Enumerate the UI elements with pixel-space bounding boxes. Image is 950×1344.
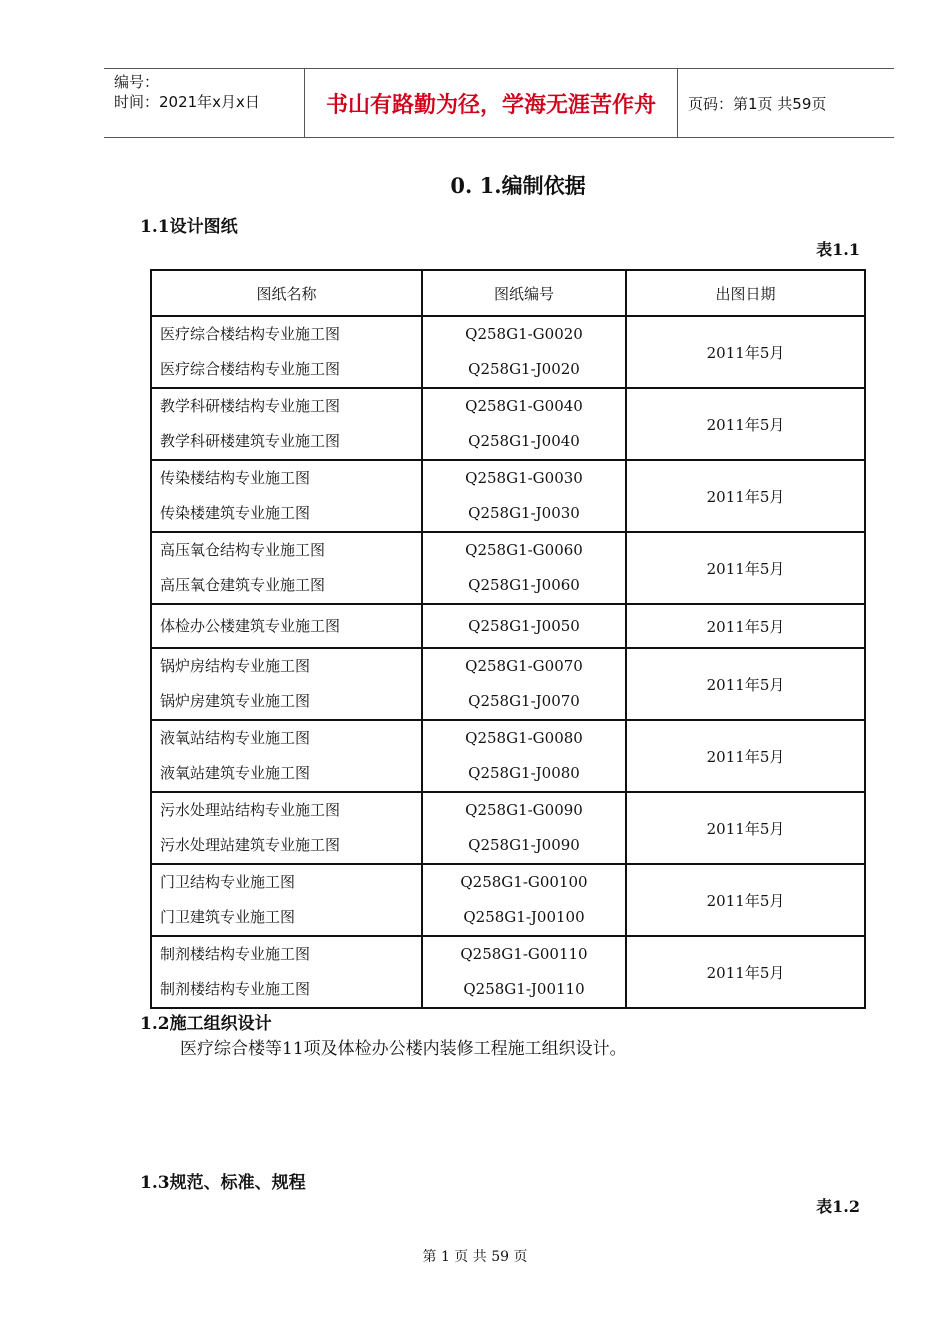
header-page-info: 页码：第1页 共59页 <box>688 94 827 113</box>
table-row <box>151 864 865 936</box>
drawing-code: Q258G1-G0040 <box>465 397 583 415</box>
table-header-row <box>151 270 865 316</box>
drawing-name: 液氧站建筑专业施工图 <box>160 764 311 782</box>
section-1-2-text: 医疗综合楼等11项及体检办公楼内装修工程施工组织设计。 <box>180 1039 627 1059</box>
drawing-name-cell <box>151 460 422 532</box>
section-1-2-heading: 1.2施工组织设计 <box>140 1014 272 1034</box>
drawing-code: Q258G1-J0020 <box>468 360 580 378</box>
drawing-code-cell <box>422 792 626 864</box>
drawing-name-cell <box>151 532 422 604</box>
drawing-name: 传染楼结构专业施工图 <box>160 469 311 487</box>
drawing-name: 教学科研楼结构专业施工图 <box>160 397 341 415</box>
drawing-name-cell <box>151 936 422 1008</box>
drawing-code: Q258G1-J0050 <box>468 616 580 635</box>
drawing-code: Q258G1-G0090 <box>465 801 583 819</box>
drawing-code: Q258G1-J00110 <box>463 980 585 998</box>
table-row <box>151 792 865 864</box>
issue-date: 2011年5月 <box>626 936 865 1008</box>
drawing-code-cell <box>422 936 626 1008</box>
drawing-name: 门卫结构专业施工图 <box>160 873 296 891</box>
issue-date: 2011年5月 <box>626 648 865 720</box>
drawing-name: 医疗综合楼结构专业施工图 <box>160 360 341 378</box>
drawing-code-cell <box>422 532 626 604</box>
drawing-name-cell <box>151 864 422 936</box>
drawing-code: Q258G1-J0060 <box>468 576 580 594</box>
drawing-name: 体检办公楼建筑专业施工图 <box>160 616 341 635</box>
table-row <box>151 936 865 1008</box>
drawing-name-cell <box>151 316 422 388</box>
col-header-date: 出图日期 <box>626 270 865 316</box>
section-1-3-heading: 1.3规范、标准、规程 <box>140 1173 306 1193</box>
drawing-code: Q258G1-G0060 <box>465 541 583 559</box>
time-label: 时间：2021年x月x日 <box>114 93 260 111</box>
drawing-code: Q258G1-G0070 <box>465 657 583 675</box>
issue-date: 2011年5月 <box>626 720 865 792</box>
issue-date: 2011年5月 <box>626 316 865 388</box>
page-footer: 第 1 页 共 59 页 <box>422 1249 528 1265</box>
table-row <box>151 388 865 460</box>
drawing-code: Q258G1-J0070 <box>468 692 580 710</box>
drawing-code: Q258G1-J0080 <box>468 764 580 782</box>
drawing-name: 锅炉房结构专业施工图 <box>160 657 311 675</box>
header-meta <box>104 69 305 137</box>
drawing-name: 高压氧仓结构专业施工图 <box>160 541 326 559</box>
drawing-name: 制剂楼结构专业施工图 <box>160 980 311 998</box>
table-row <box>151 604 865 648</box>
col-header-code: 图纸编号 <box>422 270 626 316</box>
drawing-code-cell <box>422 460 626 532</box>
drawing-name: 制剂楼结构专业施工图 <box>160 945 311 963</box>
drawing-name: 高压氧仓建筑专业施工图 <box>160 576 326 594</box>
drawing-code: Q258G1-J00100 <box>463 908 585 926</box>
drawing-code: Q258G1-J0030 <box>468 504 580 522</box>
issue-date: 2011年5月 <box>626 532 865 604</box>
issue-date: 2011年5月 <box>626 792 865 864</box>
drawing-name: 教学科研楼建筑专业施工图 <box>160 432 341 450</box>
drawing-name-cell <box>151 792 422 864</box>
drawing-code: Q258G1-J0040 <box>468 432 580 450</box>
drawing-name-cell <box>151 388 422 460</box>
drawing-name: 传染楼建筑专业施工图 <box>160 504 311 522</box>
drawing-name-cell <box>151 604 422 648</box>
col-header-name: 图纸名称 <box>151 270 422 316</box>
drawing-name: 污水处理站建筑专业施工图 <box>160 836 341 854</box>
drawing-code: Q258G1-J0090 <box>468 836 580 854</box>
table-1-1-caption: 表1.1 <box>816 240 860 259</box>
drawing-code-cell <box>422 864 626 936</box>
drawing-code-cell <box>422 388 626 460</box>
code-label: 编号： <box>114 73 160 91</box>
header-motto: 书山有路勤为径，学海无涯苦作舟 <box>305 69 678 137</box>
drawing-name: 污水处理站结构专业施工图 <box>160 801 341 819</box>
drawing-code: Q258G1-G00100 <box>460 873 588 891</box>
drawing-code-cell <box>422 316 626 388</box>
table-row <box>151 648 865 720</box>
drawings-table <box>150 269 866 1009</box>
table-row <box>151 460 865 532</box>
table-row <box>151 720 865 792</box>
drawing-name-cell <box>151 648 422 720</box>
issue-date: 2011年5月 <box>626 864 865 936</box>
section-1-1-heading: 1.1设计图纸 <box>140 217 238 237</box>
table-row <box>151 532 865 604</box>
page-title: 0. 1.编制依据 <box>450 173 586 198</box>
drawing-name: 门卫建筑专业施工图 <box>160 908 296 926</box>
table-row <box>151 316 865 388</box>
drawing-code-cell <box>422 648 626 720</box>
drawing-name: 医疗综合楼结构专业施工图 <box>160 325 341 343</box>
drawing-name: 锅炉房建筑专业施工图 <box>160 692 311 710</box>
page-header <box>104 68 894 138</box>
drawing-code: Q258G1-G0020 <box>465 325 583 343</box>
drawing-code-cell <box>422 604 626 648</box>
drawing-code-cell <box>422 720 626 792</box>
drawing-code: Q258G1-G0030 <box>465 469 583 487</box>
drawing-code: Q258G1-G00110 <box>460 945 588 963</box>
drawing-name: 液氧站结构专业施工图 <box>160 729 311 747</box>
drawing-name-cell <box>151 720 422 792</box>
issue-date: 2011年5月 <box>626 460 865 532</box>
table-1-2-caption: 表1.2 <box>816 1197 860 1216</box>
drawing-code: Q258G1-G0080 <box>465 729 583 747</box>
issue-date: 2011年5月 <box>626 604 865 648</box>
issue-date: 2011年5月 <box>626 388 865 460</box>
